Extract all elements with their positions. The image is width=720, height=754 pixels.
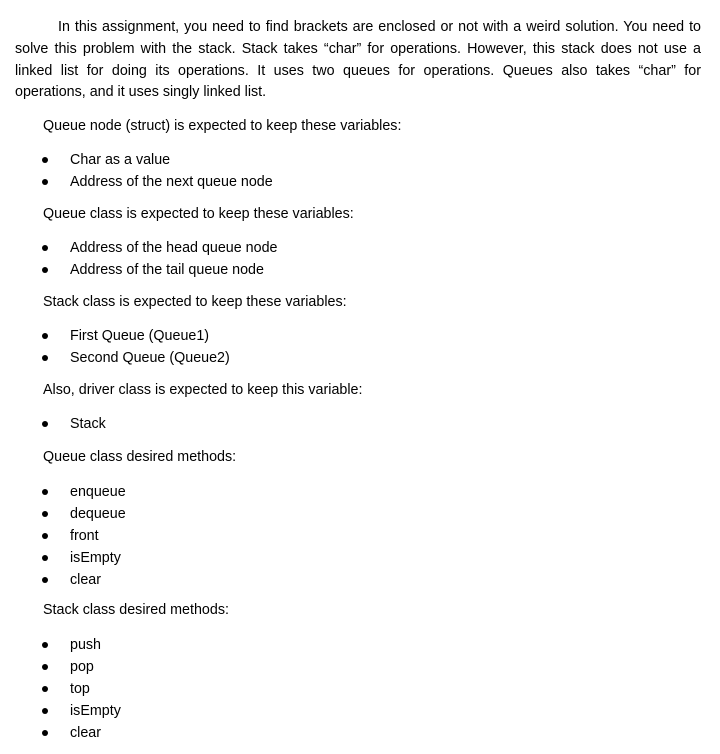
bullet-icon xyxy=(42,533,48,539)
bullet-icon xyxy=(42,511,48,517)
queue-class-variable-list xyxy=(0,237,277,281)
stack-methods-heading: Stack class desired methods: xyxy=(43,602,229,618)
list-item: isEmpty xyxy=(0,547,126,569)
list-item: Address of the tail queue node xyxy=(0,259,277,281)
list-item: front xyxy=(0,525,126,547)
stack-class-heading: Stack class is expected to keep these variables: xyxy=(43,294,347,310)
bullet-icon xyxy=(42,730,48,736)
stack-methods-list xyxy=(0,634,121,744)
bullet-icon xyxy=(42,267,48,273)
bullet-icon xyxy=(42,179,48,185)
bullet-icon xyxy=(42,642,48,648)
bullet-icon xyxy=(42,245,48,251)
list-item: Address of the head queue node xyxy=(0,237,277,259)
list-item: dequeue xyxy=(0,503,126,525)
list-item: clear xyxy=(0,722,121,744)
queue-node-variable-list xyxy=(0,149,273,193)
queue-class-heading: Queue class is expected to keep these variables: xyxy=(43,206,354,222)
list-item: First Queue (Queue1) xyxy=(0,325,230,347)
bullet-icon xyxy=(42,686,48,692)
list-item: enqueue xyxy=(0,481,126,503)
bullet-icon xyxy=(42,577,48,583)
list-item: Second Queue (Queue2) xyxy=(0,347,230,369)
list-item: pop xyxy=(0,656,121,678)
list-item: push xyxy=(0,634,121,656)
bullet-icon xyxy=(42,708,48,714)
list-item: top xyxy=(0,678,121,700)
queue-node-heading: Queue node (struct) is expected to keep these variables: xyxy=(43,118,402,134)
list-item: Address of the next queue node xyxy=(0,171,273,193)
queue-methods-heading: Queue class desired methods: xyxy=(43,449,237,465)
bullet-icon xyxy=(42,555,48,561)
intro-paragraph: In this assignment, you need to find brackets are enclosed or not with a weird solution. You need to solve this problem with the stack. Stack takes “char” for operations. However, this stack does not use a linked list for doing its operations. It uses two queues for operations. Queues also takes “char” for operations, and it uses singly linked list. xyxy=(15,19,701,101)
bullet-icon xyxy=(42,421,48,427)
driver-class-variable-list xyxy=(0,413,106,435)
queue-methods-list xyxy=(0,481,126,591)
driver-class-heading: Also, driver class is expected to keep this variable: xyxy=(43,382,363,398)
list-item: Char as a value xyxy=(0,149,273,171)
bullet-icon xyxy=(42,355,48,361)
bullet-icon xyxy=(42,157,48,163)
list-item: Stack xyxy=(0,413,106,435)
bullet-icon xyxy=(42,489,48,495)
stack-class-variable-list xyxy=(0,325,230,369)
list-item: isEmpty xyxy=(0,700,121,722)
bullet-icon xyxy=(42,333,48,339)
list-item: clear xyxy=(0,569,126,591)
bullet-icon xyxy=(42,664,48,670)
